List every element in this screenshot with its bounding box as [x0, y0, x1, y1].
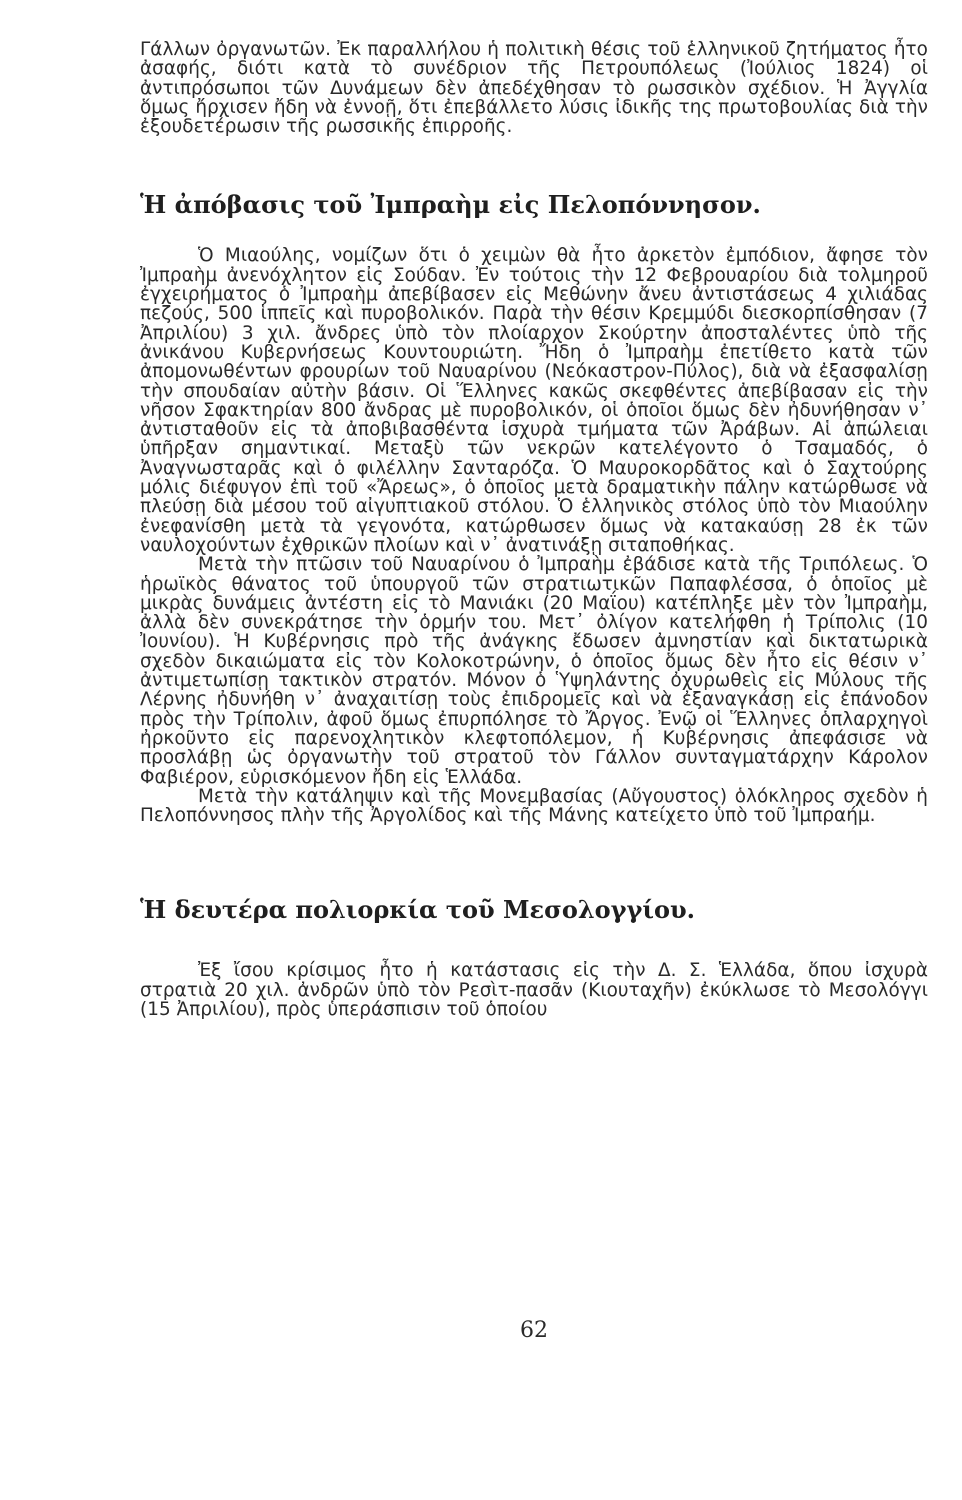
- body-paragraph-2: Μετὰ τὴν πτῶσιν τοῦ Ναυαρίνου ὁ Ἰμπραὴμ ἐβάδισε κατὰ τῆς Τριπόλεως. Ὁ ἡρωϊκὸς θάνατος τοῦ ὑπουργοῦ τῶν στρατιωτικῶν Παπαφλέσσα, ὁ ὁποῖος μὲ μικρὰς δυνάμεις ἀντέστη εἰς τὸ Μανιάκι (20 Μαΐου) κατέπληξε μὲν τὸν Ἰμπραὴμ, ἀλλὰ δὲν συνεκράτησε τὴν ὁρμήν του. Μετ᾽ ὀλίγον κατελήφθη ἡ Τρίπολις (10 Ἰουνίου). Ἡ Κυβέρνησις πρὸ τῆς ἀνάγκης ἔδωσεν ἀμνηστίαν καὶ δικτατωρικὰ σχεδὸν δικαιώματα εἰς τὸν Κολοκοτρώνην, ὁ ὁποῖος ὅμως δὲν ἦτο εἰς θέσιν ν᾽ ἀντιμετωπίσῃ τακτικὸν στρατόν. Μόνον ὁ Ὑψηλάντης ὀχυρωθεὶς εἰς Μύλους τῆς Λέρνης ἠδυνήθη ν᾽ ἀναχαιτίσῃ τοὺς ἐπιδρομεῖς καὶ νὰ ἐξαναγκάσῃ εἰς ἐπάνοδον πρὸς τὴν Τρίπολιν, ἀφοῦ ὅμως ἐπυρπόλησε τὸ Ἄργος. Ἐνῷ οἱ Ἕλληνες ὁπλαρχηγοὶ ἠρκοῦντο εἰς παρενοχλητικὸν κλεφτοπόλεμον, ἡ Κυβέρνησις ἀπεφάσισε νὰ προσλάβῃ ὡς ὀργανωτὴν τοῦ στρατοῦ τὸν Γάλλον συνταγματάρχην Κάρολον Φαβιέρον, εὑρισκόμενον ἤδη εἰς Ἑλλάδα.: [140, 554, 928, 788]
- body-paragraph-3: Μετὰ τὴν κατάληψιν καὶ τῆς Μονεμβασίας (Αὔγουστος) ὁλόκληρος σχεδὸν ἡ Πελοπόννησος πλὴν τῆς Ἀργολίδος καὶ τῆς Μάνης κατείχετο ὑπὸ τοῦ Ἰμπραήμ.: [140, 785, 928, 827]
- section-heading-siege: Ἡ δευτέρα πολιορκία τοῦ Μεσολογγίου.: [140, 895, 695, 925]
- intro-paragraph: Γάλλων ὀργανωτῶν. Ἐκ παραλλήλου ἡ πολιτικὴ θέσις τοῦ ἑλληνικοῦ ζητήματος ἦτο ἀσαφής, διότι κατὰ τὸ συνέδριον τῆς Πετρουπόλεως (Ἰούλιος 1824) οἱ ἀντιπρόσωποι τῶν Δυνάμεων δὲν ἀπεδέχθησαν τὸ ρωσσικὸν σχέδιον. Ἡ Ἀγγλία ὅμως ἤρχισεν ἤδη νὰ ἐννοῇ, ὅτι ἐπεβάλλετο λύσις ἰδικῆς της πρωτοβουλίας διὰ τὴν ἐξουδετέρωσιν τῆς ρωσσικῆς ἐπιρροῆς.: [140, 39, 928, 138]
- body-paragraph-1: Ὁ Μιαούλης, νομίζων ὅτι ὁ χειμὼν θὰ ἦτο ἀρκετὸν ἐμπόδιον, ἄφησε τὸν Ἰμπραὴμ ἀνενόχλητον εἰς Σούδαν. Ἐν τούτοις τὴν 12 Φεβρουαρίου διὰ τολμηροῦ ἐγχειρήματος ὁ Ἰμπραὴμ ἀπεβίβασεν εἰς Μεθώνην ἄνευ ἀντιστάσεως 4 χιλιάδας πεζούς, 500 ἱππεῖς καὶ πυροβολικόν. Παρὰ τὴν θέσιν Κρεμμύδι διεσκορπίσθησαν (7 Ἀπριλίου) 3 χιλ. ἄνδρες ὑπὸ τὸν πλοίαρχον Σκούρτην ἀποσταλέντες ὑπὸ τῆς ἀνικάνου Κυβερνήσεως Κουντουριώτη. Ἤδη ὁ Ἰμπραὴμ ἐπετίθετο κατὰ τῶν ἀπομονωθέντων φρουρίων τοῦ Ναυαρίνου (Νεόκαστρον-Πύλος), διὰ νὰ ἐξασφαλίσῃ τὴν σπουδαίαν αὐτὴν βάσιν. Οἱ Ἕλληνες κακῶς σκεφθέντες ἀπεβίβασαν εἰς τὴν νῆσον Σφακτηρίαν 800 ἄνδρας μὲ πυροβολικόν, οἱ ὁποῖοι ὅμως δὲν ἠδυνήθησαν ν᾽ ἀντισταθοῦν εἰς τὰ ἀποβιβασθέντα ἰσχυρὰ τμήματα τῶν Ἀράβων. Αἱ ἀπώλειαι ὑπῆρξαν σημαντικαί. Μεταξὺ τῶν νεκρῶν κατελέγοντο ὁ Τσαμαδός, ὁ Ἀναγνωσταρᾶς καὶ ὁ φιλέλλην Σανταρόζα. Ὁ Μαυροκορδᾶτος καὶ ὁ Σαχτούρης μόλις διέφυγον ἐπὶ τοῦ «Ἄρεως», ὁ ὁποῖος μετὰ δραματικὴν πάλην κατώρθωσε νὰ πλεύσῃ διὰ μέσου τοῦ αἰγυπτιακοῦ στόλου. Ὁ ἑλληνικὸς στόλος ὑπὸ τὸν Μιαούλην ἐνεφανίσθη μετὰ τὰ γεγονότα, κατώρθωσεν ὅμως νὰ κατακαύσῃ 28 ἐκ τῶν ναυλοχούντων ἐχθρικῶν πλοίων καὶ ν᾽ ἀνατινάξῃ σιταποθήκας.: [140, 245, 928, 556]
- section-heading-landing: Ἡ ἀπόβασις τοῦ Ἰμπραὴμ εἰς Πελοπόννησον.: [140, 190, 761, 220]
- page-number: 62: [520, 1318, 548, 1343]
- body-paragraph-4: Ἐξ ἴσου κρίσιμος ἦτο ἡ κατάστασις εἰς τὴν Δ. Σ. Ἑλλάδα, ὅπου ἰσχυρὰ στρατιὰ 20 χιλ. ἀνδρῶν ὑπὸ τὸν Ρεσὶτ-πασᾶν (Κιουταχῆν) ἐκύκλωσε τὸ Μεσολόγγι (15 Ἀπριλίου), πρὸς ὑπεράσπισιν τοῦ ὁποίου: [140, 960, 928, 1020]
